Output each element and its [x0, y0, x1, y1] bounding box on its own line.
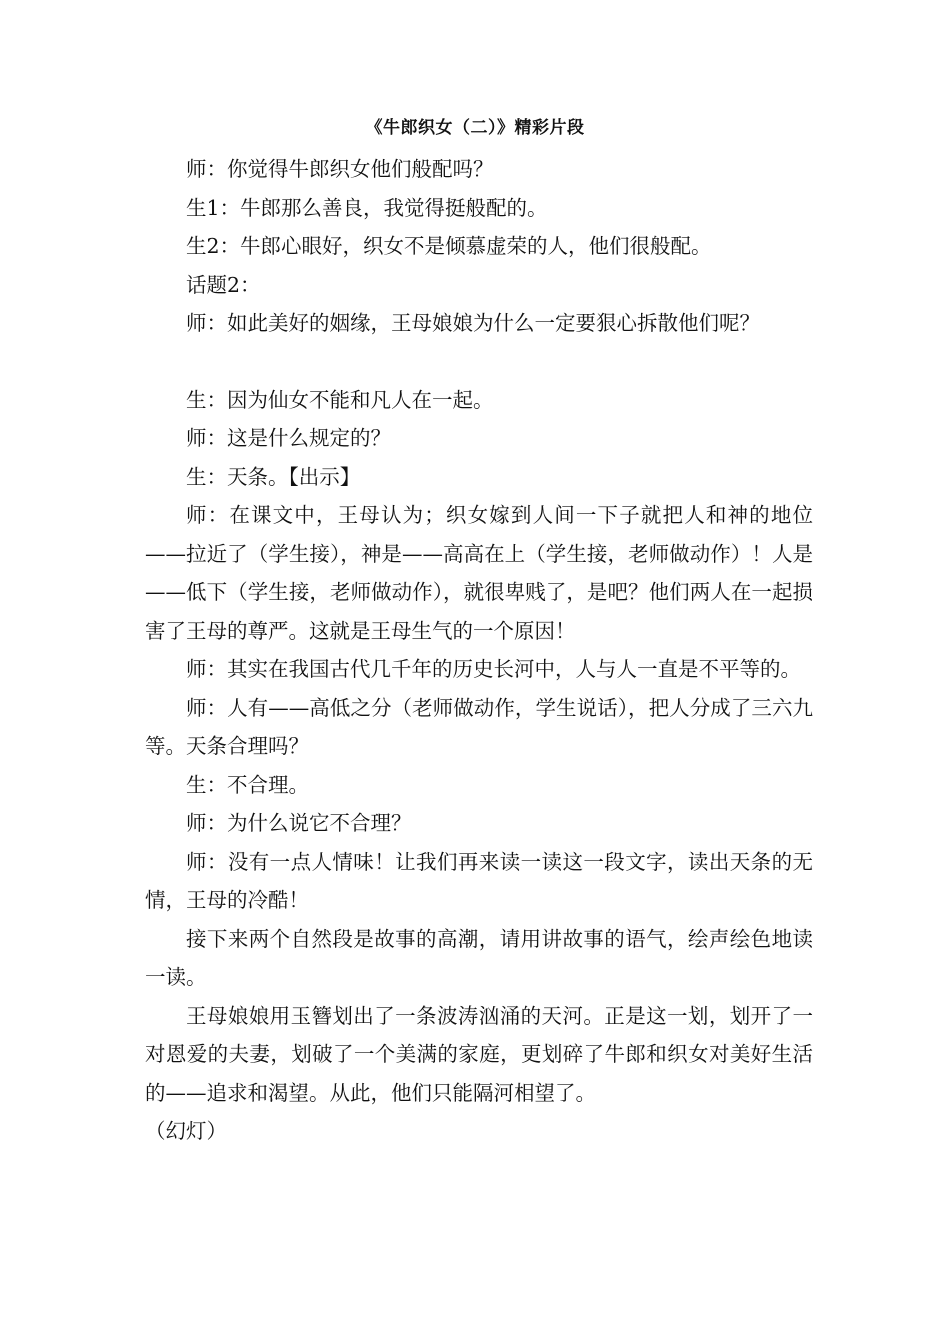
paragraph: 生：因为仙女不能和凡人在一起。	[186, 387, 494, 412]
paragraph: 师：在课文中，王母认为；织女嫁到人间一下子就把人和神的地位——拉近了（学生接），神是——高高在上（学生接，老师做动作）！人是——低下（学生接，老师做动作），就很卑贱了，是吧？他们两人在一起损害了王母的尊严。这就是王母生气的一个原因！	[145, 503, 813, 643]
paragraph: 生2：牛郎心眼好，织女不是倾慕虚荣的人，他们很般配。	[186, 234, 712, 258]
paragraph: 师：你觉得牛郎织女他们般配吗？	[186, 157, 494, 181]
document-body	[145, 150, 813, 1151]
paragraph: （幻灯）	[145, 1119, 227, 1143]
paragraph: 接下来两个自然段是故事的高潮，请用讲故事的语气，绘声绘色地读一读。	[145, 926, 813, 989]
paragraph: 师：如此美好的姻缘，王母娘娘为什么一定要狠心拆散他们呢？	[186, 311, 760, 335]
paragraph: 生1：牛郎那么善良，我觉得挺般配的。	[186, 195, 548, 220]
paragraph: 师：为什么说它不合理？	[186, 811, 412, 835]
paragraph: 生：不合理。	[186, 772, 309, 797]
document-title: 《牛郎织女（二）》精彩片段	[365, 118, 585, 138]
paragraph: 生：天条。【出示】	[186, 464, 361, 489]
paragraph: 师：人有——高低之分（老师做动作，学生说话），把人分成了三六九等。天条合理吗？	[145, 695, 813, 758]
paragraph: 话题2：	[186, 272, 261, 297]
paragraph: 师：其实在我国古代几千年的历史长河中，人与人一直是不平等的。	[186, 657, 801, 681]
paragraph: 王母娘娘用玉簪划出了一条波涛汹涌的天河。正是这一划，划开了一对恩爱的夫妻，划破了一个美满的家庭，更划碎了牛郎和织女对美好生活的——追求和渴望。从此，他们只能隔河相望了。	[145, 1003, 813, 1105]
paragraph: 师：这是什么规定的？	[186, 426, 391, 450]
paragraph: 师：没有一点人情味！让我们再来读一读这一段文字，读出天条的无情，王母的冷酷！	[145, 849, 813, 912]
